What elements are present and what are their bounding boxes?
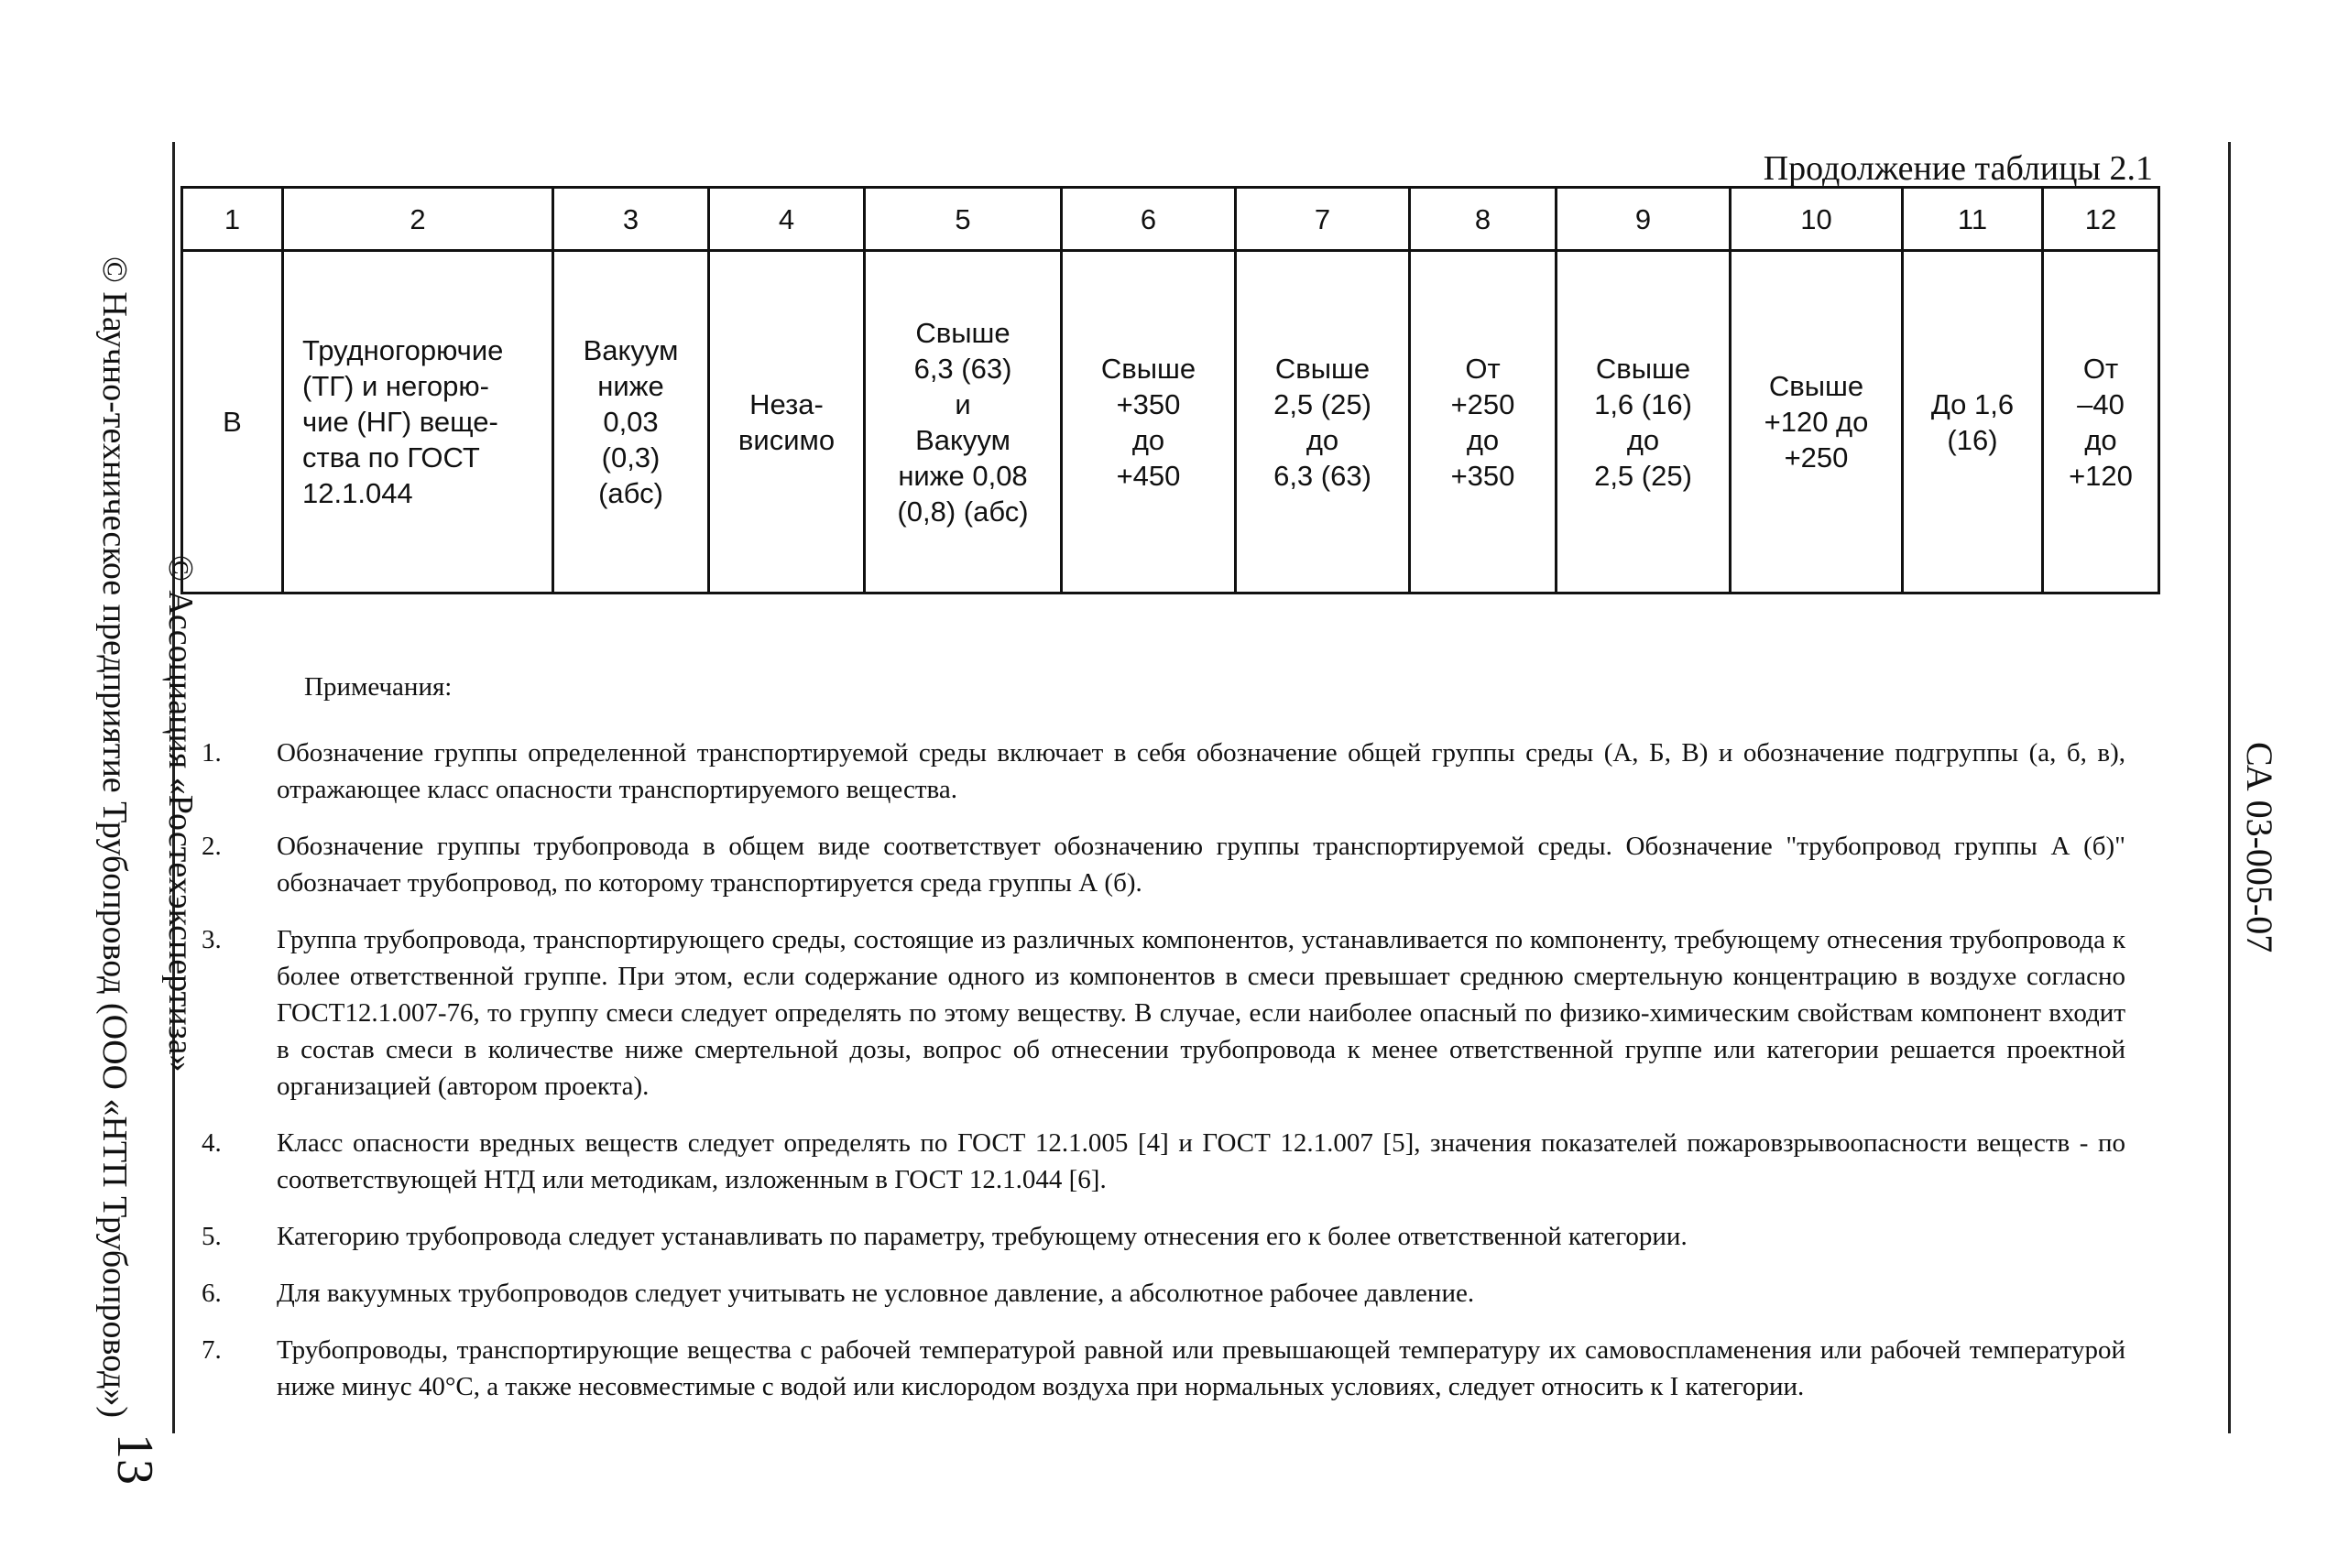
cell-line: 2,5 (25) xyxy=(1273,387,1371,420)
cell-col6 xyxy=(1062,251,1236,593)
cell-substance xyxy=(283,251,553,593)
cell-line: +250 xyxy=(1784,441,1849,474)
header-cell: 5 xyxy=(865,188,1062,251)
note-item xyxy=(202,1332,2125,1405)
note-text: Для вакуумных трубопроводов следует учитывать не условное давление, а абсолютное рабочее давление. xyxy=(277,1279,1475,1308)
cell-line: Свыше xyxy=(1274,352,1371,385)
left-margin-text xyxy=(73,256,200,1429)
header-cell: 3 xyxy=(553,188,709,251)
table-row xyxy=(182,251,2159,593)
cell-line: От xyxy=(1465,352,1501,385)
header-cell: 11 xyxy=(1903,188,2043,251)
copyright-ntp: © Научно-техническое предприятие Трубопровод (ООО «НТП Трубопровод») xyxy=(95,256,134,1419)
notes-section xyxy=(202,669,2125,1425)
cell-line: Вакуум xyxy=(915,423,1011,456)
cell-col7 xyxy=(1236,251,1410,593)
cell-line: От xyxy=(2082,352,2119,385)
cell-line: Свыше xyxy=(915,316,1011,349)
note-item xyxy=(202,1125,2125,1198)
cell-line: до xyxy=(1626,423,1660,456)
cell-line: Свыше xyxy=(1768,370,1864,402)
cell-col4 xyxy=(709,251,865,593)
right-margin-text xyxy=(2235,742,2290,980)
header-cell: 12 xyxy=(2043,188,2159,251)
header-cell: 9 xyxy=(1557,188,1731,251)
header-cell: 2 xyxy=(283,188,553,251)
header-cell: 1 xyxy=(182,188,283,251)
cell-line: Неза- xyxy=(749,387,824,420)
cell-line: Трудногорючие xyxy=(302,334,504,366)
cell-line: ниже xyxy=(597,370,664,402)
note-text: Группа трубопровода, транспортирующего среды, состоящие из различных компонентов, устанавливается по компоненту, требующему отнесения трубопровода к более ответственной группе. При этом, если содержание одного из компонентов в смеси превышает среднюю смертельную концентрацию в воздухе согласно ГОСТ12.1.007-76, то группу смеси следует определять по этому веществу. В случае, если наиболее опасный по физико-химическим свойствам компонент входит в состав смеси в количестве ниже смертельной дозы, вопрос об отнесении трубопровода к менее ответственной группе или категории решается проектной организацией (автором проекта). xyxy=(277,925,2125,1101)
cell-col12 xyxy=(2043,251,2159,593)
note-text: Трубопроводы, транспортирующие вещества с рабочей температурой равной или превышающей температуру их самовоспламенения или рабочей температурой ниже минус 40°С, а также несовместимые с водой или кислородом воздуха при нормальных условиях, следует относить к I категории. xyxy=(277,1335,2125,1401)
cell-line: до xyxy=(2084,423,2117,456)
note-number: 7. xyxy=(202,1335,222,1365)
header-cell: 7 xyxy=(1236,188,1410,251)
note-number: 6. xyxy=(202,1279,222,1308)
cell-line: чие (НГ) веще- xyxy=(302,406,498,438)
cell-line: 6,3 (63) xyxy=(1273,459,1371,492)
cell-col11 xyxy=(1903,251,2043,593)
cell-col5 xyxy=(865,251,1062,593)
cell-line: 2,5 (25) xyxy=(1594,459,1692,492)
cell-line: ства по ГОСТ xyxy=(302,441,480,474)
note-item xyxy=(202,828,2125,901)
cell-line: (ТГ) и негорю- xyxy=(302,370,489,402)
cell-line: +120 xyxy=(2069,459,2133,492)
cell-line: Вакуум xyxy=(583,334,679,366)
note-text: Класс опасности вредных веществ следует определять по ГОСТ 12.1.005 [4] и ГОСТ 12.1.007 [5], значения показателей пожаровзрывоопасности веществ - по соответствующей НТД или методикам, изложенным в ГОСТ 12.1.044 [6]. xyxy=(277,1128,2125,1194)
cell-line: (0,8) (абс) xyxy=(897,495,1029,528)
cell-line: ниже 0,08 xyxy=(898,459,1028,492)
cell-line: До 1,6 xyxy=(1930,387,2015,420)
cell-line: Свыше xyxy=(1595,352,1691,385)
cell-line: (0,3) xyxy=(601,441,661,474)
specification-table xyxy=(180,186,2160,594)
cell-line: –40 xyxy=(2077,387,2125,420)
cell-line: и xyxy=(955,387,971,420)
cell-line: до xyxy=(1306,423,1339,456)
note-number: 5. xyxy=(202,1222,222,1251)
cell-col3 xyxy=(553,251,709,593)
cell-line: до xyxy=(1131,423,1165,456)
note-number: 2. xyxy=(202,832,222,861)
cell-group xyxy=(182,251,283,593)
document-code: СА 03-005-07 xyxy=(2239,742,2280,953)
note-item xyxy=(202,735,2125,808)
cell-line: висимо xyxy=(737,423,836,456)
copyright-association: © Ассоциация «Ростехэкспертиза» xyxy=(161,555,200,1073)
note-item xyxy=(202,1218,2125,1255)
cell-line: +120 до xyxy=(1764,406,1869,438)
note-text: Категорию трубопровода следует устанавливать по параметру, требующему отнесения его к более ответственной категории. xyxy=(277,1222,1688,1251)
cell-line: 6,3 (63) xyxy=(913,352,1012,385)
header-cell: 4 xyxy=(709,188,865,251)
note-number: 4. xyxy=(202,1128,222,1158)
note-item xyxy=(202,1275,2125,1312)
cell-line: 1,6 (16) xyxy=(1594,387,1692,420)
header-cell: 8 xyxy=(1410,188,1557,251)
cell-col8 xyxy=(1410,251,1557,593)
cell-line: +250 xyxy=(1450,387,1515,420)
cell-col10 xyxy=(1731,251,1903,593)
cell-line: до xyxy=(1466,423,1500,456)
notes-title: Примечания: xyxy=(304,672,453,702)
header-cell: 6 xyxy=(1062,188,1236,251)
note-number: 3. xyxy=(202,925,222,954)
cell-line: 12.1.044 xyxy=(302,477,413,509)
note-text: Обозначение группы трубопровода в общем виде соответствует обозначению группы транспортируемой среды. Обозначение "трубопровод группы А (б)" обозначает трубопровод, по которому транспортируется среда группы А (б). xyxy=(277,832,2125,898)
cell-line: Свыше xyxy=(1100,352,1196,385)
cell-line: +350 xyxy=(1450,459,1515,492)
note-text: Обозначение группы определенной транспортируемой среды включает в себя обозначение общей группы среды (А, Б, В) и обозначение подгруппы (а, б, в), отражающее класс опасности транспортируемого вещества. xyxy=(277,738,2125,804)
page-number: 13 xyxy=(106,1433,163,1485)
cell-line: +350 xyxy=(1116,387,1181,420)
cell-line: В xyxy=(223,406,242,438)
right-margin-rule xyxy=(2228,142,2231,1433)
cell-line: 0,03 xyxy=(603,406,659,438)
cell-line: +450 xyxy=(1116,459,1181,492)
cell-line: (абс) xyxy=(598,477,663,509)
header-cell: 10 xyxy=(1731,188,1903,251)
table-caption: Продолжение таблицы 2.1 xyxy=(1763,149,2153,188)
table-header-row xyxy=(182,188,2159,251)
cell-col9 xyxy=(1557,251,1731,593)
cell-line: (16) xyxy=(1947,423,1998,456)
note-item xyxy=(202,921,2125,1105)
note-number: 1. xyxy=(202,738,222,768)
